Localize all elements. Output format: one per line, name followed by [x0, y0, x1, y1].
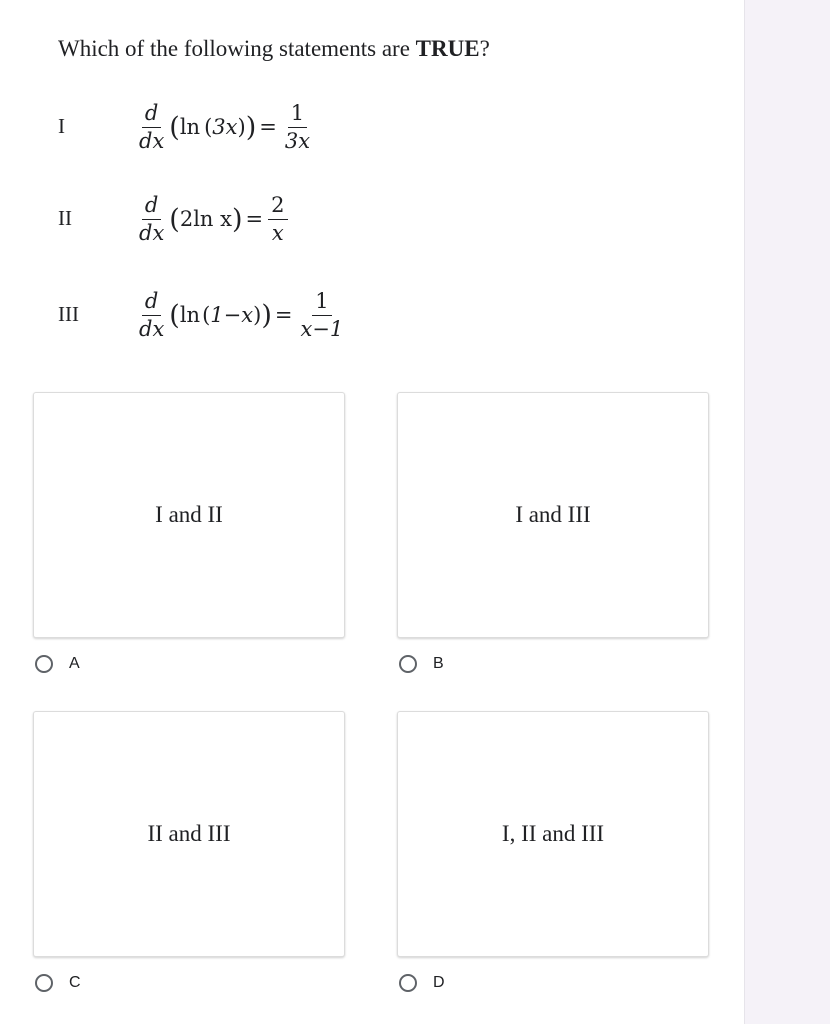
derivative-d: d: [142, 102, 161, 127]
result-numerator: 1: [288, 102, 307, 127]
result-fraction: [268, 194, 287, 243]
option-d-radio[interactable]: [399, 974, 417, 992]
equals-sign: =: [259, 115, 277, 139]
inner-open-paren: (: [202, 303, 211, 327]
question-prefix: Which of the following statements are: [58, 36, 416, 61]
statement-formula: [134, 280, 348, 350]
option-a-card[interactable]: [33, 392, 345, 638]
derivative-dx: dx: [139, 316, 165, 341]
expression: 2ln x: [179, 207, 232, 231]
option-c-text: II and III: [147, 821, 231, 846]
option-b-text: I and III: [515, 502, 591, 527]
inner-close-paren: ): [253, 303, 262, 327]
derivative-d: d: [142, 194, 161, 219]
option-d-label[interactable]: D: [433, 974, 445, 991]
option-a-text: I and II: [155, 502, 223, 527]
option-c-radio[interactable]: [35, 974, 53, 992]
option-a-label[interactable]: A: [69, 655, 80, 672]
option-b-label[interactable]: B: [433, 655, 444, 672]
result-numerator: 1: [312, 290, 331, 315]
equals-sign: =: [274, 303, 293, 327]
option-a-choice[interactable]: [35, 655, 80, 673]
option-b-radio[interactable]: [399, 655, 417, 673]
close-paren: ): [245, 111, 257, 143]
open-paren: (: [169, 299, 180, 331]
statement-formula: [134, 184, 290, 254]
result-denominator: 3x: [284, 128, 311, 153]
statement-3: [58, 280, 458, 350]
derivative-dx: dx: [139, 220, 165, 245]
option-c-card[interactable]: [33, 711, 345, 957]
statement-2: [58, 184, 458, 254]
result-denominator: x−1: [300, 316, 344, 341]
statement-numeral: III: [58, 302, 79, 326]
derivative-operator: [136, 194, 167, 243]
derivative-dx: dx: [139, 128, 165, 153]
option-c-label[interactable]: C: [69, 974, 81, 991]
statement-formula: [134, 92, 315, 162]
question-emphasis: TRUE: [415, 36, 480, 61]
option-d-card[interactable]: [397, 711, 709, 957]
question-text: [58, 36, 490, 62]
option-d-choice[interactable]: [399, 974, 445, 992]
inner-close-paren: ): [237, 115, 246, 139]
result-fraction: [297, 290, 346, 339]
option-c-choice[interactable]: [35, 974, 81, 992]
ln-argument: 1−x: [210, 303, 254, 327]
ln-argument: 3x: [212, 115, 238, 139]
derivative-operator: [136, 290, 167, 339]
close-paren: ): [231, 203, 243, 235]
derivative-d: d: [142, 290, 161, 315]
option-b-card[interactable]: [397, 392, 709, 638]
option-d-text: I, II and III: [501, 821, 605, 846]
question-suffix: ?: [479, 36, 490, 61]
ln-function: ln: [179, 303, 201, 327]
option-b-choice[interactable]: [399, 655, 444, 673]
option-a-radio[interactable]: [35, 655, 53, 673]
derivative-operator: [136, 102, 167, 151]
equals-sign: =: [245, 207, 264, 231]
statement-numeral: II: [58, 206, 72, 230]
inner-open-paren: (: [204, 115, 213, 139]
statement-1: [58, 92, 458, 162]
ln-function: ln: [179, 115, 201, 139]
close-paren: ): [261, 299, 272, 331]
result-fraction: [282, 102, 313, 151]
statement-numeral: I: [58, 114, 65, 138]
open-paren: (: [169, 203, 180, 235]
open-paren: (: [169, 111, 180, 143]
result-denominator: x: [271, 220, 284, 245]
result-numerator: 2: [268, 194, 287, 219]
